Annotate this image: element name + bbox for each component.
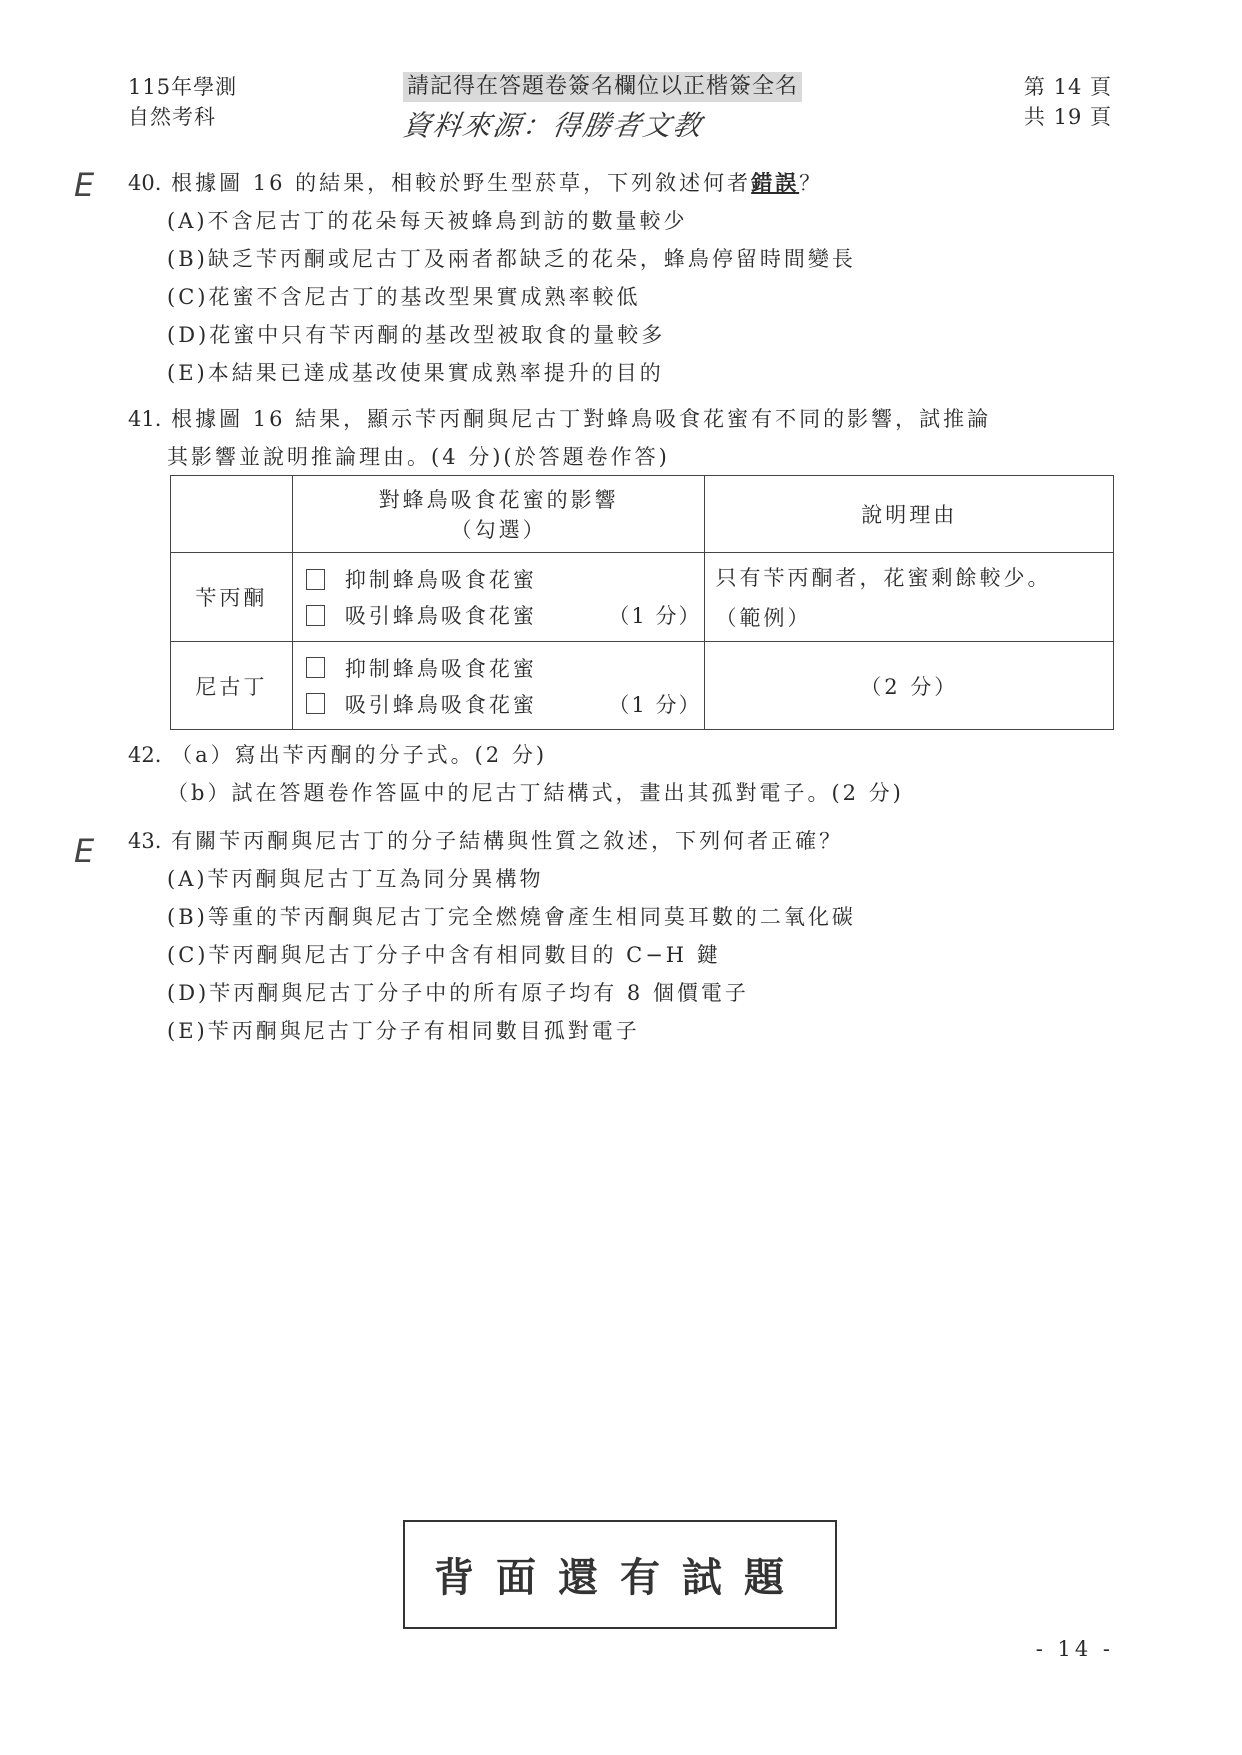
part-b: （b）試在答題卷作答區中的尼古丁結構式，畫出其孤對電子。(2 分) (167, 781, 904, 805)
checkbox-inhibit[interactable] (306, 657, 325, 678)
option-a: (A)苄丙酮與尼古丁互為同分異構物 (167, 867, 544, 891)
exam-subject: 自然考科 (128, 105, 216, 129)
question-42 (128, 736, 904, 812)
table-row (171, 553, 1114, 642)
page-number: - 14 - (1035, 1637, 1114, 1661)
emphasis-wrong: 錯誤 (751, 170, 800, 195)
checkbox-inhibit[interactable] (306, 569, 325, 590)
exam-info (128, 72, 237, 132)
option-b: (B)缺乏苄丙酮或尼古丁及兩者都缺乏的花朵，蜂鳥停留時間變長 (167, 247, 856, 271)
page-info (1024, 72, 1112, 132)
question-40-options (167, 202, 856, 392)
checkbox-attract[interactable] (306, 693, 325, 714)
exam-year: 115年學測 (128, 75, 238, 99)
question-43-options (167, 860, 856, 1050)
total-pages: 共 19 頁 (1023, 105, 1112, 129)
option-c: (C)苄丙酮與尼古丁分子中含有相同數目的 C−H 鍵 (167, 943, 721, 967)
question-number: 41. (128, 407, 162, 431)
header-center (400, 72, 802, 144)
handwritten-source-note: 資料來源：得勝者文教 (400, 109, 706, 142)
current-page: 第 14 頁 (1023, 75, 1112, 99)
compound-name: 苄丙酮 (171, 553, 293, 642)
points-label: （1 分） (608, 604, 702, 628)
option-a: (A)不含尼古丁的花朵每天被蜂鳥到訪的數量較少 (167, 209, 688, 233)
option-e: (E)本結果已達成基改使果實成熟率提升的目的 (167, 361, 664, 385)
question-number: 42. (128, 743, 162, 767)
compound-name: 尼古丁 (171, 642, 293, 730)
back-page-notice: 背面還有試題 (434, 1555, 806, 1601)
option-b: (B)等重的苄丙酮與尼古丁完全燃燒會產生相同莫耳數的二氧化碳 (167, 905, 856, 929)
option-d: (D)花蜜中只有苄丙酮的基改型被取食的量較多 (167, 323, 666, 347)
question-40-stem: 40. 根據圖 16 的結果，相較於野生型菸草，下列敘述何者錯誤？ (128, 170, 824, 195)
option-d: (D)苄丙酮與尼古丁分子中的所有原子均有 8 個價電子 (167, 981, 749, 1005)
question-43-stem: 43. 有關苄丙酮與尼古丁的分子結構與性質之敘述，下列何者正確？ (128, 829, 844, 853)
checkbox-attract[interactable] (306, 605, 325, 626)
table-header-blank (171, 476, 293, 553)
handwritten-answer-q40: E (74, 166, 95, 204)
effect-choices: 抑制蜂鳥吸食花蜜 吸引蜂鳥吸食花蜜 （1 分） (292, 642, 705, 730)
reason-cell: （2 分） (705, 642, 1114, 730)
question-number: 43. (128, 829, 162, 853)
option-c: (C)花蜜不含尼古丁的基改型果實成熟率較低 (167, 285, 641, 309)
answer-table (170, 475, 1114, 730)
question-number: 40. (128, 171, 162, 195)
question-41-stem: 41. 根據圖 16 結果，顯示苄丙酮與尼古丁對蜂鳥吸食花蜜有不同的影響，試推論 其影響並說明推論理由。(4 分)(於答題卷作答) (128, 407, 992, 469)
signature-notice: 請記得在答題卷簽名欄位以正楷簽全名 (403, 72, 802, 102)
effect-choices: 抑制蜂鳥吸食花蜜 吸引蜂鳥吸食花蜜 （1 分） (292, 553, 705, 642)
table-header-effect: 對蜂鳥吸食花蜜的影響 （勾選） (292, 476, 705, 553)
reason-cell: 只有苄丙酮者，花蜜剩餘較少。 （範例） (705, 553, 1114, 642)
table-row (171, 642, 1114, 730)
part-a: （a）寫出苄丙酮的分子式。(2 分) (171, 743, 548, 767)
handwritten-answer-q43: E (74, 832, 95, 870)
points-label: （1 分） (608, 692, 702, 717)
table-header-reason: 說明理由 (705, 476, 1114, 553)
back-page-notice-box (403, 1520, 837, 1629)
option-e: (E)苄丙酮與尼古丁分子有相同數目孤對電子 (167, 1019, 640, 1043)
